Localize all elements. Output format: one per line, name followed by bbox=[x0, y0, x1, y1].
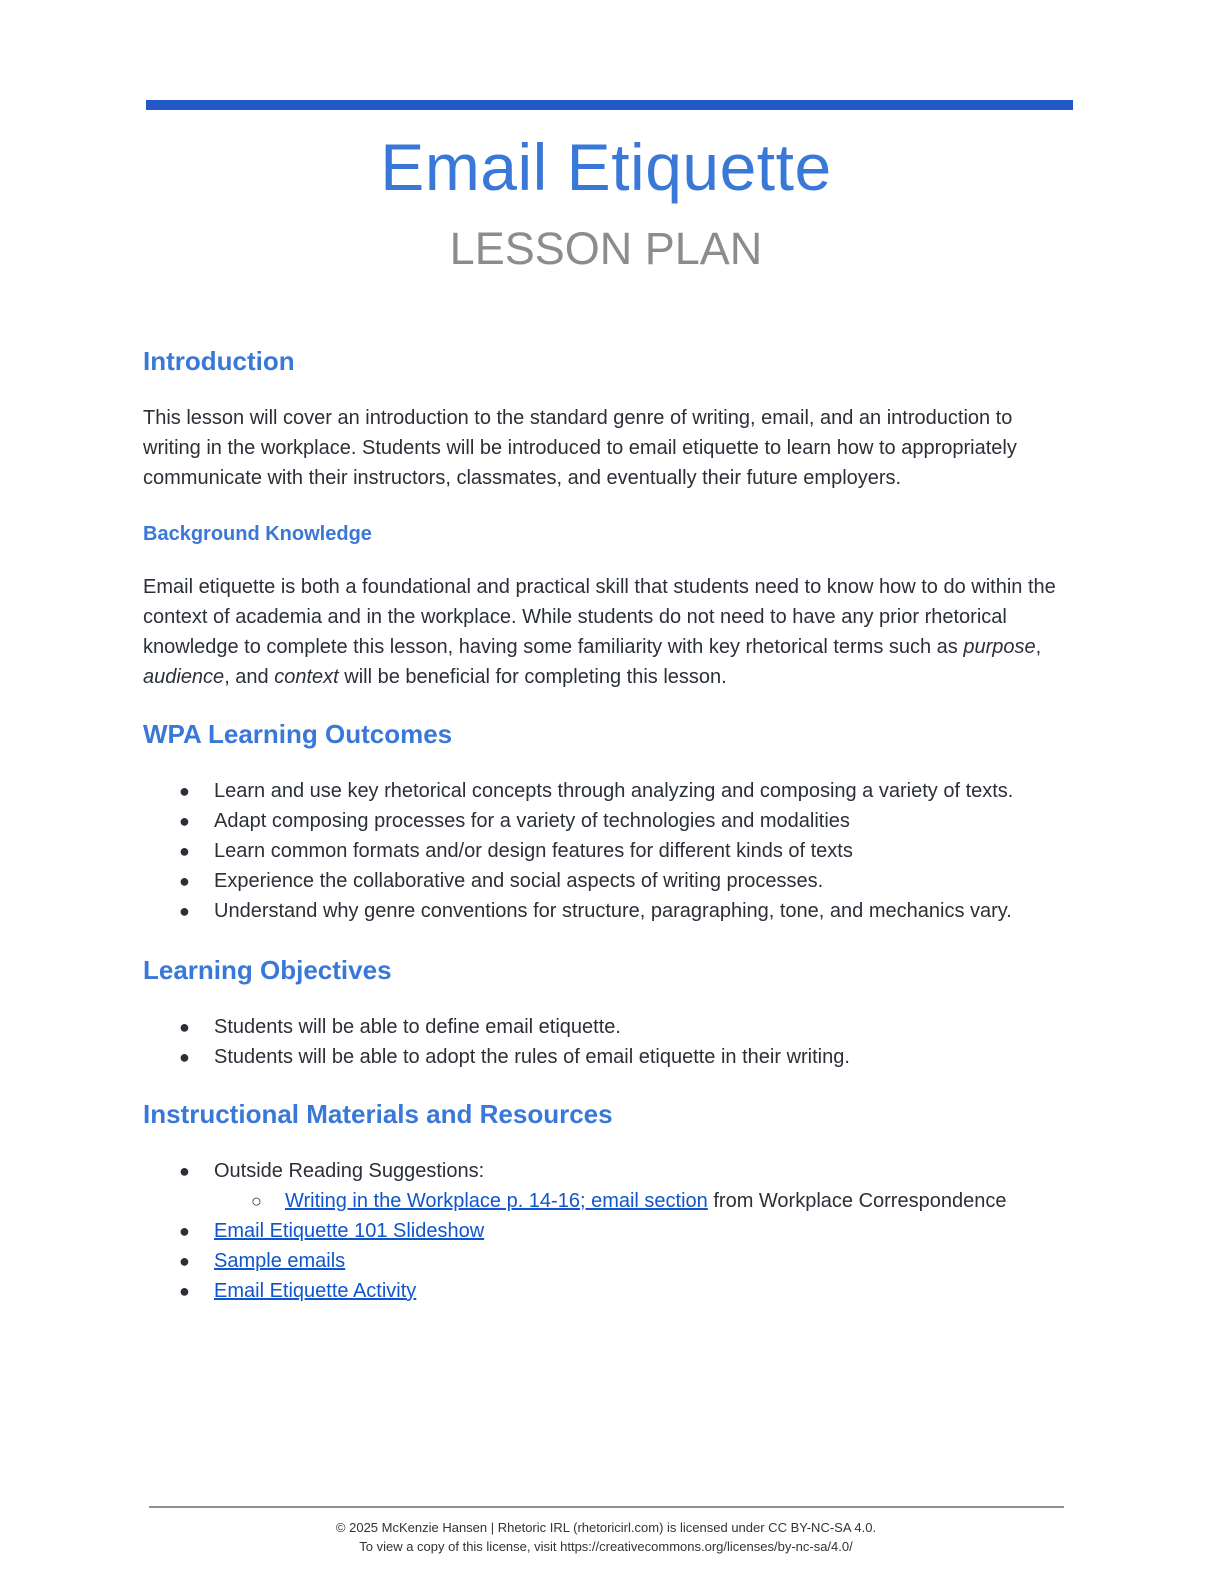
list-item bbox=[143, 806, 1063, 836]
list-item bbox=[143, 776, 1063, 806]
list-item bbox=[143, 1012, 1063, 1042]
term-audience: audience bbox=[143, 666, 225, 688]
list-item-text: Understand why genre conventions for structure, paragraphing, tone, and mechanics vary. bbox=[214, 900, 1012, 922]
list-item bbox=[143, 836, 1063, 866]
footer-line-2: To view a copy of this license, visit https://creativecommons.org/licenses/by-nc-sa/4.0/ bbox=[359, 1539, 853, 1554]
sample-emails-link[interactable]: Sample emails bbox=[214, 1250, 346, 1272]
bullet-icon: ● bbox=[179, 811, 190, 831]
list-item-text: Learn common formats and/or design features for different kinds of texts bbox=[214, 840, 853, 862]
learning-objectives-heading: Learning Objectives bbox=[143, 955, 392, 985]
bullet-icon: ● bbox=[179, 1047, 190, 1067]
list-item bbox=[143, 1216, 1063, 1246]
wpa-outcomes-list bbox=[143, 776, 1063, 926]
wpa-outcomes-heading: WPA Learning Outcomes bbox=[143, 719, 453, 749]
materials-list bbox=[143, 1156, 1063, 1306]
list-item-text: Adapt composing processes for a variety of technologies and modalities bbox=[214, 810, 850, 832]
document-subtitle: LESSON PLAN bbox=[449, 223, 763, 274]
bullet-icon: ● bbox=[179, 841, 190, 861]
list-item-text: Experience the collaborative and social aspects of writing processes. bbox=[214, 870, 824, 892]
hollow-bullet-icon: ○ bbox=[251, 1191, 262, 1211]
sub-list-item bbox=[143, 1186, 1063, 1216]
term-separator: , and bbox=[224, 666, 275, 688]
bullet-icon: ● bbox=[179, 1221, 190, 1241]
slideshow-link[interactable]: Email Etiquette 101 Slideshow bbox=[214, 1220, 485, 1242]
introduction-heading: Introduction bbox=[143, 346, 295, 376]
list-item-text: Learn and use key rhetorical concepts through analyzing and composing a variety of texts. bbox=[214, 780, 1014, 802]
list-item bbox=[143, 1276, 1063, 1306]
list-item-text: Outside Reading Suggestions: bbox=[214, 1160, 485, 1182]
bullet-icon: ● bbox=[179, 871, 190, 891]
list-item bbox=[143, 896, 1063, 926]
activity-link[interactable]: Email Etiquette Activity bbox=[214, 1280, 417, 1302]
document-body bbox=[143, 340, 1063, 1306]
term-purpose: purpose bbox=[963, 636, 1036, 658]
header-rule bbox=[146, 100, 1073, 110]
bullet-icon: ● bbox=[179, 901, 190, 921]
document-title: Email Etiquette bbox=[380, 130, 832, 204]
bullet-icon: ● bbox=[179, 1161, 190, 1181]
sub-list-item-suffix: from Workplace Correspondence bbox=[707, 1190, 1007, 1212]
background-text-part2: will be beneficial for completing this lesson. bbox=[338, 666, 727, 688]
list-item bbox=[143, 1246, 1063, 1276]
term-separator: , bbox=[1035, 636, 1042, 658]
term-context: context bbox=[274, 666, 339, 688]
bullet-icon: ● bbox=[179, 781, 190, 801]
learning-objectives-list bbox=[143, 1012, 1063, 1072]
footer-rule bbox=[149, 1506, 1064, 1508]
introduction-paragraph: This lesson will cover an introduction to the standard genre of writing, email, and an introduction to writing in the workplace. Students will be introduced to email etiquette to learn how to appropriately communicate with their instructors, classmates, and eventually their future employers. bbox=[143, 407, 1017, 489]
materials-heading: Instructional Materials and Resources bbox=[143, 1099, 613, 1129]
bullet-icon: ● bbox=[179, 1251, 190, 1271]
bullet-icon: ● bbox=[179, 1281, 190, 1301]
writing-in-workplace-link[interactable]: Writing in the Workplace p. 14-16; email section bbox=[285, 1190, 708, 1212]
bullet-icon: ● bbox=[179, 1017, 190, 1037]
list-item-text: Students will be able to define email etiquette. bbox=[214, 1016, 621, 1038]
list-item bbox=[143, 1156, 1063, 1186]
list-item-text: Students will be able to adopt the rules of email etiquette in their writing. bbox=[214, 1046, 850, 1068]
background-heading: Background Knowledge bbox=[143, 523, 372, 545]
footer-line-1: © 2025 McKenzie Hansen | Rhetoric IRL (rhetoricirl.com) is licensed under CC BY-NC-SA 4.0. bbox=[335, 1520, 877, 1535]
background-text-part1: Email etiquette is both a foundational and practical skill that students need to know how to do within the context of academia and in the workplace. While students do not need to have any prior rhetorical knowledge to complete this lesson, having some familiarity with key rhetorical terms such as bbox=[143, 576, 1056, 658]
license-footer bbox=[0, 1518, 1212, 1556]
list-item bbox=[143, 866, 1063, 896]
background-paragraph bbox=[143, 572, 1063, 692]
list-item bbox=[143, 1042, 1063, 1072]
